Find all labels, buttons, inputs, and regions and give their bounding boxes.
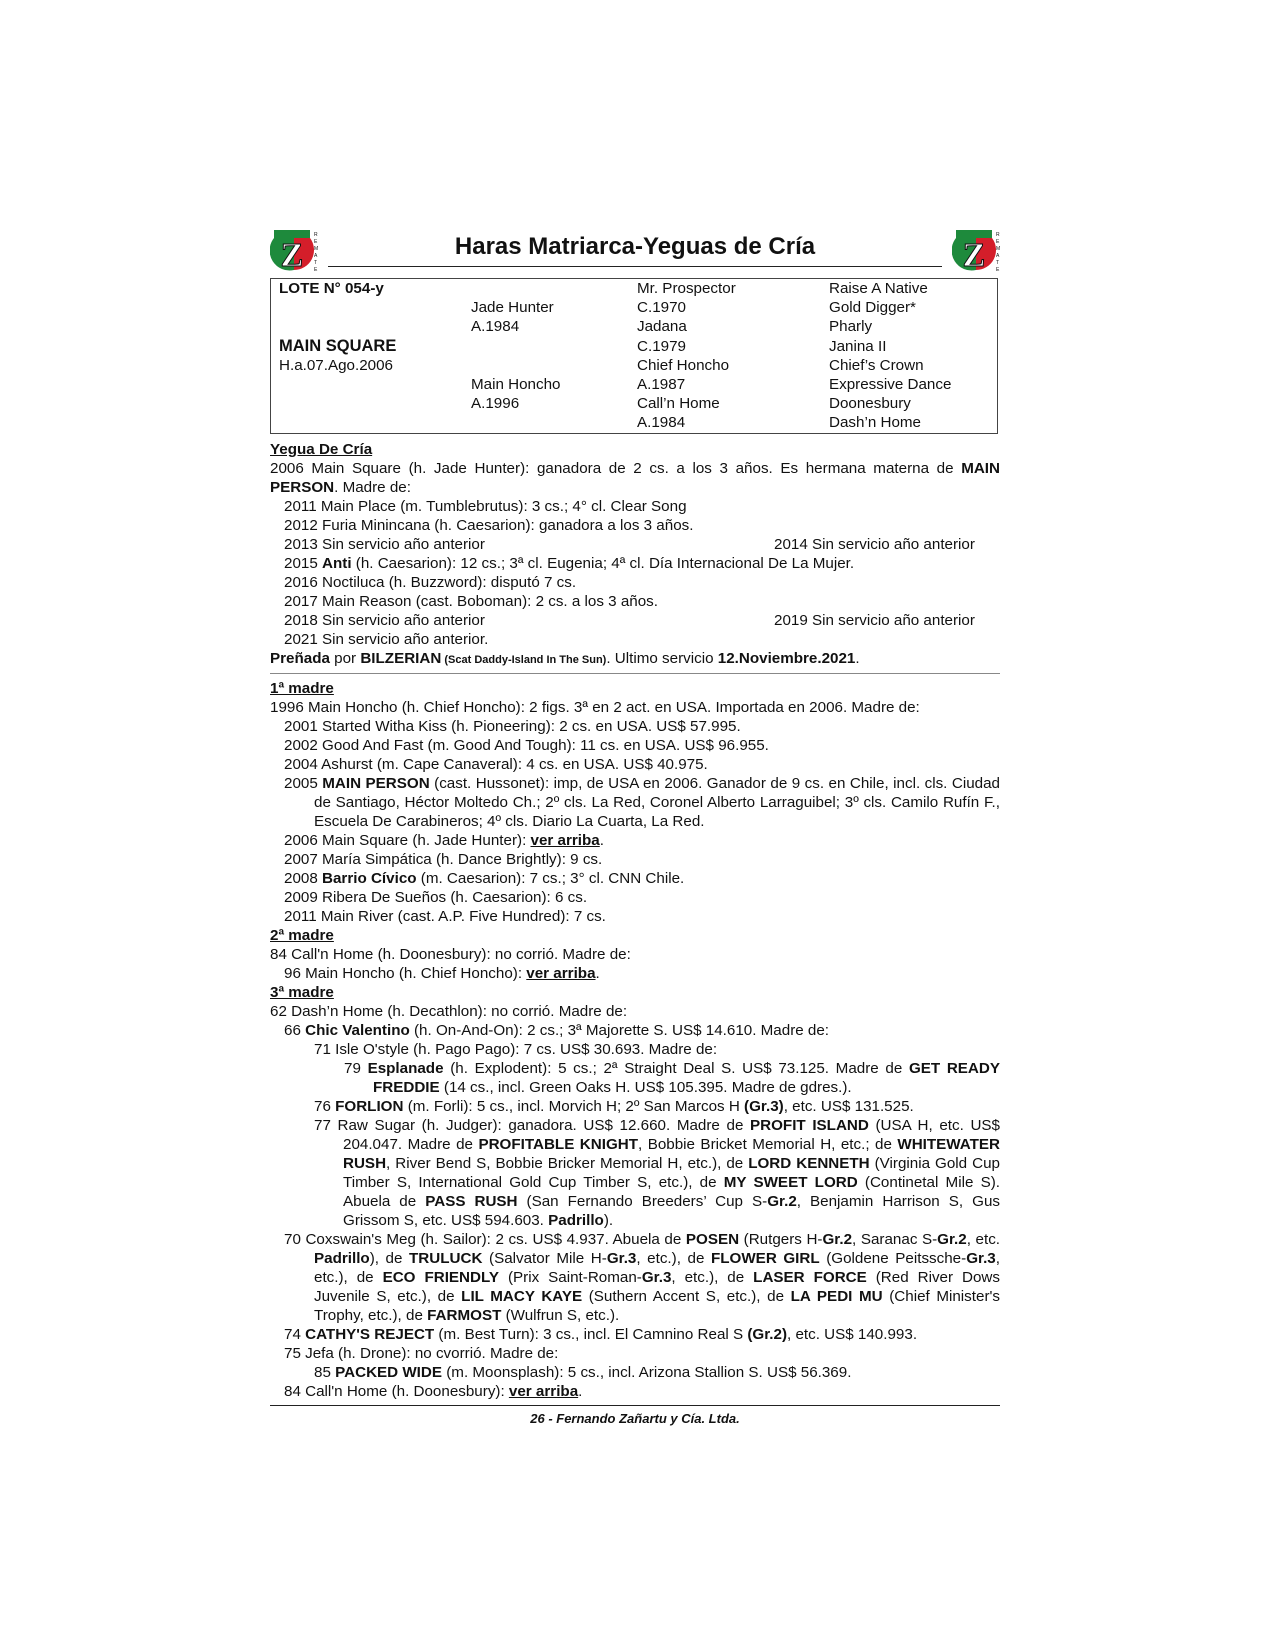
produce-line: 2006 Main Square (h. Jade Hunter): ver arriba.: [284, 831, 604, 849]
pedigree-cell: [471, 413, 637, 433]
pedigree-cell: Janina II: [829, 337, 887, 355]
pedigree-cell: Chief’s Crown: [829, 356, 924, 374]
produce-line: 77 Raw Sugar (h. Judger): ganadora. US$ 12.660. Madre de PROFIT ISLAND (USA H, etc. US$ 204.047. Madre de PROFITABLE KNIGHT, Bobbie Bricket Memorial H, etc.; de WHITEWATER RUSH, River Bend S, Bobbie Bricker Memorial H, etc.), de LORD KENNETH (Virginia Gold Cup Timber S, International Gold Cup Timber S, etc.), de MY SWEET LORD (Continetal Mile S). Abuela de PASS RUSH (San Fernando Breeders’ Cup S-Gr.2, Benjamin Harrison S, Gus Grissom S, etc. US$ 594.603. Padrillo).: [314, 1116, 1001, 1229]
pedigree-cell: A.1984: [637, 414, 686, 432]
pedigree-cell: A.1987: [637, 375, 686, 393]
svg-text:E: E: [996, 267, 1000, 273]
produce-line: 76 FORLION (m. Forli): 5 cs., incl. Morvich H; 2º San Marcos H (Gr.3), etc. US$ 131.525.: [314, 1097, 914, 1115]
svg-text:R: R: [314, 232, 318, 238]
produce-line: 2021 Sin servicio año anterior.: [284, 630, 489, 648]
pedigree-cell: [271, 413, 472, 433]
pedigree-cell: C.1979: [637, 337, 686, 355]
sire-name: Jade Hunter: [471, 299, 554, 317]
svg-text:Z: Z: [280, 237, 304, 274]
pregnancy-line: Preñada por BILZERIAN (Scat Daddy-Island In The Sun). Ultimo servicio 12.Noviembre.2021.: [270, 649, 860, 667]
dam-intro: 1996 Main Honcho (h. Chief Honcho): 2 figs. 3ª en 2 act. en USA. Importada en 2006. Madre de:: [270, 698, 920, 716]
produce-line: 2009 Ribera De Sueños (h. Caesarion): 6 cs.: [284, 888, 588, 906]
pedigree-cell: [271, 298, 472, 317]
horse-birth: H.a.07.Ago.2006: [279, 356, 393, 374]
pedigree-cell: [471, 356, 637, 375]
title-underline: [328, 266, 942, 267]
svg-text:A: A: [996, 253, 1000, 259]
svg-text:T: T: [996, 260, 1000, 266]
horse-name: MAIN SQUARE: [279, 336, 397, 355]
produce-line: 2017 Main Reason (cast. Boboman): 2 cs. a los 3 años.: [284, 592, 658, 610]
produce-line: 2001 Started Witha Kiss (h. Pioneering): 2 cs. en USA. US$ 57.995.: [284, 717, 741, 735]
produce-line: 66 Chic Valentino (h. On-And-On): 2 cs.; 3ª Majorette S. US$ 14.610. Madre de:: [284, 1021, 830, 1039]
produce-line: 2018 Sin servicio año anterior 2019 Sin servicio año anterior: [284, 611, 975, 629]
svg-text:E: E: [314, 239, 318, 245]
pedigree-cell: C.1970: [637, 299, 686, 317]
pedigree-cell: Doonesbury: [829, 395, 911, 413]
svg-text:E: E: [314, 267, 318, 273]
section-heading-yegua: Yegua De Cría: [270, 440, 373, 458]
produce-line: 2005 MAIN PERSON (cast. Hussonet): imp, de USA en 2006. Ganador de 9 cs. en Chile, incl. cls. Ciudad de Santiago, Héctor Moltedo Ch.; 2º cls. La Red, Coronel Alberto Larraguibel; 3º cls. Camilo Rufín F., Escuela De Carabineros; 4º cls. Diario La Cuarta, La Red.: [284, 774, 1000, 830]
pedigree-cell: Expressive Dance: [829, 375, 952, 393]
svg-text:R: R: [996, 232, 1000, 238]
section-heading-3rd-dam: 3ª madre: [270, 983, 334, 1001]
produce-line: 74 CATHY'S REJECT (m. Best Turn): 3 cs., incl. El Camnino Real S (Gr.2), etc. US$ 140.993.: [284, 1325, 918, 1343]
page-footer: 26 - Fernando Zañartu y Cía. Ltda.: [530, 1410, 740, 1426]
produce-line: 84 Call'n Home (h. Doonesbury): ver arriba.: [284, 1382, 583, 1400]
svg-text:M: M: [996, 246, 1000, 252]
pedigree-cell: Mr. Prospector: [637, 280, 736, 297]
pedigree-cell: Raise A Native: [829, 280, 928, 297]
pedigree-cell: [271, 375, 472, 394]
section-heading-2nd-dam: 2ª madre: [270, 926, 334, 944]
produce-line: 2016 Noctiluca (h. Buzzword): disputó 7 cs.: [284, 573, 577, 591]
pedigree-cell: [471, 279, 637, 299]
footer-rule: [270, 1405, 1000, 1406]
produce-line: 71 Isle O'style (h. Pago Pago): 7 cs. US$ 30.693. Madre de:: [314, 1040, 718, 1058]
dam-intro: 62 Dash’n Home (h. Decathlon): no corrió. Madre de:: [270, 1002, 628, 1020]
pedigree-table: [270, 278, 998, 434]
yegua-intro: 2006 Main Square (h. Jade Hunter): ganadora de 2 cs. a los 3 años. Es hermana materna de MAIN PERSON. Madre de:: [270, 459, 1000, 496]
produce-line: 85 PACKED WIDE (m. Moonsplash): 5 cs., incl. Arizona Stallion S. US$ 56.369.: [314, 1363, 852, 1381]
pedigree-cell: Call’n Home: [637, 395, 720, 413]
produce-line: 2004 Ashurst (m. Cape Canaveral): 4 cs. en USA. US$ 40.975.: [284, 755, 708, 773]
pedigree-cell: A.1996: [471, 395, 520, 413]
page-header: [270, 226, 1000, 276]
produce-line: 2008 Barrio Cívico (m. Caesarion): 7 cs.; 3° cl. CNN Chile.: [284, 869, 685, 887]
pedigree-cell: Chief Honcho: [637, 356, 730, 374]
produce-line: 2002 Good And Fast (m. Good And Tough): 11 cs. en USA. US$ 96.955.: [284, 736, 769, 754]
produce-line: 70 Coxswain's Meg (h. Sailor): 2 cs. US$ 4.937. Abuela de POSEN (Rutgers H-Gr.2, Saranac S-Gr.2, etc. Padrillo), de TRULUCK (Salvator Mile H-Gr.3, etc.), de FLOWER GIRL (Goldene Peitssche-Gr.3, etc.), de ECO FRIENDLY (Prix Saint-Roman-Gr.3, etc.), de LASER FORCE (Red River Dows Juvenile S, etc.), de LIL MACY KAYE (Suthern Accent S, etc.), de LA PEDI MU (Chief Minister's Trophy, etc.), de FARMOST (Wulfrun S, etc.).: [284, 1230, 1001, 1324]
produce-line: 2007 María Simpática (h. Dance Brightly): 9 cs.: [284, 850, 603, 868]
produce-line: 2013 Sin servicio año anterior 2014 Sin servicio año anterior: [284, 535, 975, 553]
svg-text:T: T: [314, 260, 318, 266]
svg-text:E: E: [996, 239, 1000, 245]
svg-text:M: M: [314, 246, 318, 252]
document-page: [270, 226, 1000, 1428]
lot-number: LOTE N° 054-y: [279, 280, 384, 297]
svg-text:Z: Z: [962, 237, 986, 274]
dam-intro: 84 Call'n Home (h. Doonesbury): no corrió. Madre de:: [270, 945, 631, 963]
pedigree-cell: Pharly: [829, 318, 873, 336]
produce-line: 75 Jefa (h. Drone): no cvorrió. Madre de:: [284, 1344, 559, 1362]
pedigree-cell: [271, 317, 472, 336]
produce-line: 96 Main Honcho (h. Chief Honcho): ver arriba.: [284, 964, 600, 982]
produce-line: 2011 Main Place (m. Tumblebrutus): 3 cs.; 4° cl. Clear Song: [284, 497, 687, 515]
page-title: Haras Matriarca-Yeguas de Cría: [454, 233, 816, 260]
produce-line: 2011 Main River (cast. A.P. Five Hundred): 7 cs.: [284, 907, 606, 925]
zr-remates-logo: [952, 226, 1000, 274]
produce-line: 79 Esplanade (h. Explodent): 5 cs.; 2ª Straight Deal S. US$ 73.125. Madre de GET READY FREDDIE (14 cs., incl. Green Oaks H. US$ 105.395. Madre de gdres.).: [344, 1059, 1000, 1096]
pedigree-cell: Gold Digger*: [829, 299, 916, 317]
pedigree-cell: Dash’n Home: [829, 414, 922, 432]
pedigree-cell: [271, 394, 472, 413]
produce-line: 2012 Furia Minincana (h. Caesarion): ganadora a los 3 años.: [284, 516, 694, 534]
pedigree-cell: [471, 337, 637, 356]
zr-remates-logo: [270, 226, 318, 274]
svg-text:A: A: [314, 253, 318, 259]
section-heading-1st-dam: 1ª madre: [270, 679, 334, 697]
produce-line: 2015 Anti (h. Caesarion): 12 cs.; 3ª cl. Eugenia; 4ª cl. Día Internacional De La Mujer.: [284, 554, 855, 572]
dam-name: Main Honcho: [471, 375, 561, 393]
pedigree-cell: Jadana: [637, 318, 687, 336]
section-divider: [270, 673, 1000, 674]
pedigree-cell: A.1984: [471, 318, 520, 336]
